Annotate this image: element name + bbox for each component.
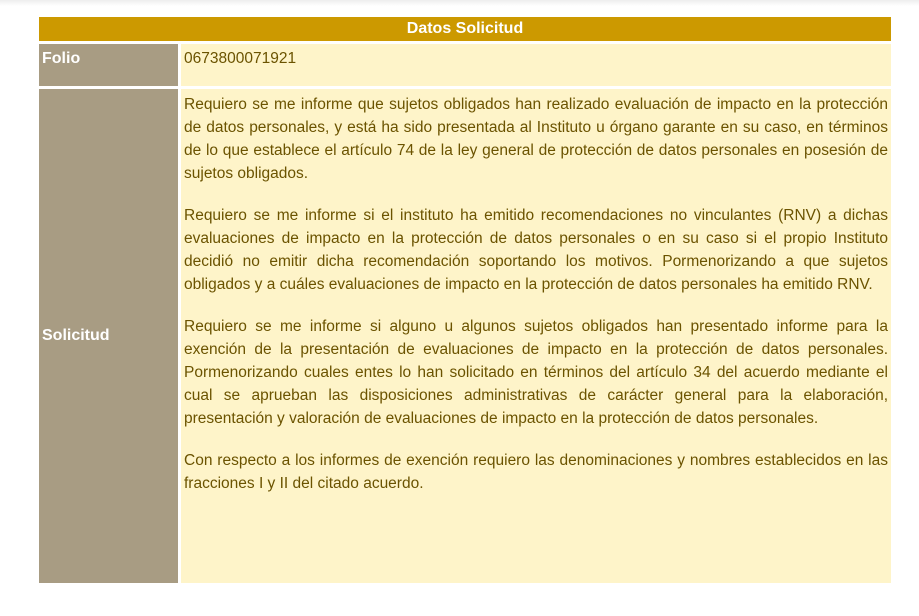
solicitud-paragraph: Con respecto a los informes de exención requiero las denominaciones y nombres establecidos en las fracciones I y II del citado acuerdo. — [184, 452, 888, 492]
solicitud-text — [181, 89, 891, 583]
request-data-table — [39, 17, 891, 583]
folio-label: Folio — [39, 44, 178, 86]
solicitud-label-cell — [39, 89, 178, 583]
solicitud-label: Solicitud — [42, 327, 110, 344]
solicitud-paragraph: Requiero se me informe que sujetos obligados han realizado evaluación de impacto en la protección de datos personales, y está ha sido presentada al Instituto u órgano garante en su caso, en términos de lo que establece el artículo 74 de la ley general de protección de datos personales en posesión de sujetos obligados. — [184, 96, 888, 182]
folio-value: 0673800071921 — [181, 44, 891, 86]
table-row-folio — [39, 44, 891, 86]
table-row-solicitud — [39, 89, 891, 583]
solicitud-paragraph: Requiero se me informe si alguno u algunos sujetos obligados han presentado informe para la exención de la presentación de evaluaciones de impacto en la protección de datos personales. Pormenorizando cuales entes lo han solicitado en términos del artículo 34 del acuerdo mediante el cual se aprueban las disposiciones administrativas de carácter general para la elaboración, presentación y valoración de evaluaciones de impacto en la protección de datos personales. — [184, 318, 888, 427]
table-title: Datos Solicitud — [39, 17, 891, 41]
solicitud-paragraph: Requiero se me informe si el instituto ha emitido recomendaciones no vinculantes (RNV) a dichas evaluaciones de impacto en la protección de datos personales o en su caso si el propio Instituto decidió no emitir dicha recomendación soportando los motivos. Pormenorizando a que sujetos obligados y a cuáles evaluaciones de impacto en la protección de datos personales ha emitido RNV. — [184, 207, 888, 293]
top-shadow — [0, 0, 919, 6]
